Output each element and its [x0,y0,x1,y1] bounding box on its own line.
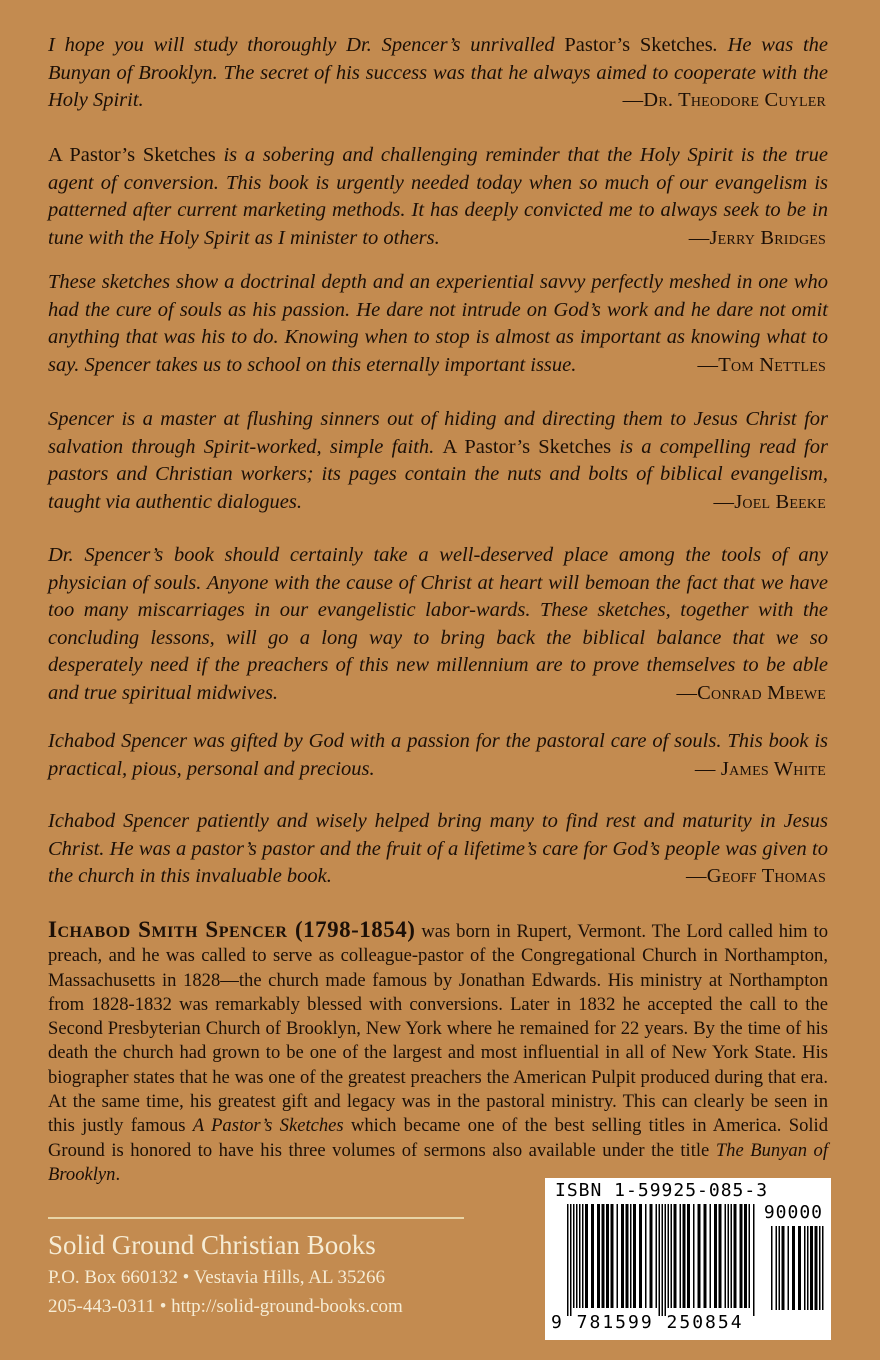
barcode-stripe [698,1204,701,1308]
quote-text: Spencer is a master at flushing sinners out of hiding and directing them to Jesus Christ for salvation through Spirit-worked, simple faith. A Pastor’s Sketches is a compelling read for pastors and Christian workers; its pages contain the nuts and bolts of biblical evangelism, taught via authentic dialogues. [48,408,828,513]
quote-attribution: —Tom Nettles [697,353,826,376]
quote-attribution: —Conrad Mbewe [676,681,826,704]
barcode-stripe [740,1204,743,1308]
barcode-stripe [633,1204,636,1308]
quote-block-5 [48,542,828,707]
barcode-stripe [668,1204,670,1308]
barcode-stripe [771,1226,773,1310]
quote-block-3 [48,269,828,379]
barcode-stripe [617,1204,619,1308]
barcode-stripe [788,1226,790,1310]
isbn-barcode [545,1178,831,1340]
barcode-stripe [579,1204,581,1308]
barcode-stripe [671,1204,673,1308]
quote-attribution: —Joel Beeke [713,490,826,513]
publisher-address: P.O. Box 660132 • Vestavia Hills, AL 35266 [48,1267,386,1288]
barcode-stripe [639,1204,642,1308]
barcode-stripe [822,1226,824,1310]
barcode-stripe [749,1204,751,1308]
barcode-stripe [731,1204,733,1308]
barcode-stripe [645,1204,647,1308]
price-code: 90000 [763,1202,823,1223]
barcode-stripe [807,1226,809,1310]
quote-text: Ichabod Spencer was gifted by God with a passion for the pastoral care of souls. This book is practical, pious, personal and precious. [48,730,828,780]
isbn-label: ISBN 1-59925-085-3 [555,1180,769,1201]
barcode-stripe [734,1204,737,1308]
barcode-stripe [626,1204,629,1308]
quote-block-4 [48,406,828,516]
publisher-contact: 205-443-0311 • http://solid-ground-books.com [48,1296,403,1317]
quote-attribution: —Geoff Thomas [686,865,826,887]
barcode-stripe [674,1204,677,1308]
barcode-stripe [621,1204,624,1308]
barcode-stripe [804,1226,806,1310]
barcode-stripe [704,1204,707,1308]
quote-block-1 [48,32,828,115]
barcode-stripe [815,1226,818,1310]
barcode-stripe [665,1204,667,1316]
barcode-stripe [744,1204,747,1308]
quote-block-2 [48,142,828,252]
quote-text: These sketches show a doctrinal depth and an experiential savvy perfectly meshed in one who had the cure of souls as his passion. He dare not intrude on God’s work and he dare not omit anything that was his to do. Knowing when to stop is almost as important as knowing what to say. Spencer takes us to school on this eternally important issue. [48,271,828,376]
barcode-stripe [606,1204,609,1308]
author-name: Ichabod Smith Spencer (1798-1854) [48,917,416,942]
quote-attribution: —Dr. Theodore Cuyler [622,89,826,111]
sermons-title: The Bunyan of Brooklyn [48,1139,828,1185]
barcode-stripe [656,1204,658,1308]
barcode-stripe [582,1204,584,1308]
quote-text: A Pastor’s Sketches is a sobering and challenging reminder that the Holy Spirit is the true agent of conversion. This book is urgently needed today when so much of our evangelism is patterned after current marketing methods. It has deeply convicted me to always seek to be in tune with the Holy Spirit as I minister to others. [48,144,828,249]
barcode-stripe [776,1226,778,1310]
barcode-stripe [728,1204,730,1308]
barcode-stripe [611,1204,614,1308]
quote-text: I hope you will study thoroughly Dr. Spencer’s unrivalled Pastor’s Sketches. He was the Bunyan of Brooklyn. The secret of his success was that he always aimed to cooperate with the Holy Spirit. [48,34,829,111]
quote-block-7 [48,808,828,891]
barcode-stripe [680,1204,682,1308]
barcode-stripe [753,1204,755,1316]
barcode-stripe [782,1226,785,1310]
barcode-stripe [714,1204,717,1308]
barcode-stripe [710,1204,712,1308]
barcode-stripe [602,1204,605,1308]
quote-block-6 [48,728,828,783]
barcode-stripe [630,1204,632,1308]
barcode-stripe [687,1204,690,1308]
barcode-stripe [725,1204,727,1308]
barcode-stripe [567,1204,569,1316]
barcode-stripe [819,1226,821,1310]
barcode-stripe [591,1204,594,1308]
book-title: A Pastor’s Sketches [192,1115,344,1137]
barcode-stripe [659,1204,661,1316]
barcode-stripe [573,1204,575,1308]
barcode-stripe [798,1226,801,1310]
barcode-stripe [662,1204,664,1316]
barcode-stripe [650,1204,653,1308]
quote-attribution: —Jerry Bridges [688,226,826,249]
ean-digits: 9 781599 250854 [551,1312,744,1333]
barcode-stripe [585,1204,588,1308]
divider [48,1217,464,1219]
barcode-stripe [810,1226,813,1310]
quote-attribution: — James White [694,757,826,780]
author-bio: Ichabod Smith Spencer (1798-1854) was born in Rupert, Vermont. The Lord called him to preach, and he was called to serve as colleague-pastor of the Congregational Church in Northampton, Massachusetts in 1828—the church made famous by Jonathan Edwards. His ministry at Northampton from 1828-1832 was remarkably blessed with conversions. Later in 1832 he accepted the call to the Second Presbyterian Church of Brooklyn, New York where he remained for 22 years. By the time of his death the church had grown to be one of the largest and most influential in all of New York State. His biographer states that he was one of the greatest preachers the American Pulpit produced during that era. At the same time, his greatest gift and legacy was in the pastoral ministry. This can clearly be seen in this justly famous A Pastor’s Sketches which became one of the best selling titles in America. Solid Ground is honored to have his three volumes of sermons also available under the title The Bunyan of Brooklyn. [48,917,828,1185]
barcode-stripe [792,1226,795,1310]
barcode-stripe [779,1226,781,1310]
publisher-name: Solid Ground Christian Books [48,1230,376,1260]
quote-text: Ichabod Spencer patiently and wisely helped bring many to find rest and maturity in Jesus Christ. He was a pastor’s pastor and the fruit of a lifetime’s care for God’s people was given to the church in this invaluable book. [48,810,828,887]
barcode-stripe [719,1204,722,1308]
barcode-stripe [693,1204,695,1308]
quote-text: Dr. Spencer’s book should certainly take a well-deserved place among the tools of any physician of souls. Anyone with the cause of Christ at heart will bemoan the fact that we have too many miscarriages in our evangelistic labor-wards. These sketches, together with the concluding lessons, will go a long way to bring back the biblical balance that we so desperately need if the preachers of this new millennium are to prove themselves to be able and true spiritual midwives. [48,544,828,704]
barcode-stripe [570,1204,572,1316]
barcode-stripe [597,1204,600,1308]
barcode-stripe [683,1204,686,1308]
barcode-stripe [576,1204,578,1308]
